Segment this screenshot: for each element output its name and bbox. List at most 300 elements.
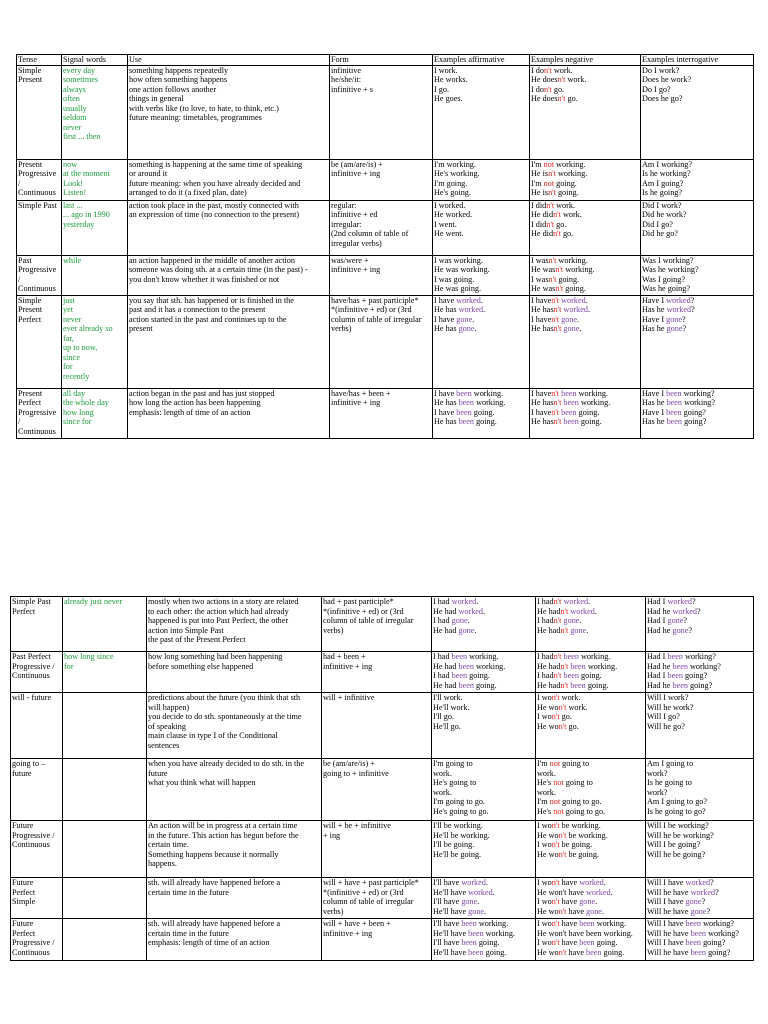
interrogative-example-segment: going? <box>701 938 726 947</box>
negative-example-segment: n't <box>551 314 560 324</box>
tense-name: Progressive / <box>12 661 55 671</box>
interrogative-example-segment: ? <box>710 878 714 887</box>
signal-word: at the moment <box>63 169 110 178</box>
affirmative-example-segment: been <box>458 661 474 671</box>
affirmative-cell <box>433 159 530 200</box>
affirmative-example-segment: He's going. <box>434 188 471 197</box>
tense-name: Progressive <box>18 265 57 274</box>
affirmative-example-segment: He'll work. <box>433 702 470 712</box>
negative-example-segment: n't <box>560 606 569 616</box>
interrogative-example <box>647 778 752 788</box>
negative-example-segment: n't <box>551 897 560 906</box>
tense-row <box>11 919 754 961</box>
use-cell <box>128 65 330 159</box>
negative-example <box>537 597 644 607</box>
interrogative-example-segment: Am I going to <box>647 759 694 768</box>
use-line: happened is put into Past Perfect, the other <box>148 616 289 625</box>
affirmative-example-segment: He'll go. <box>433 721 461 731</box>
interrogative-example-segment: going? <box>682 417 707 426</box>
negative-cell <box>530 65 641 159</box>
interrogative-example-segment: been <box>667 652 683 661</box>
affirmative-example <box>434 284 528 294</box>
form-line: column of table of irregular <box>323 897 414 906</box>
tense-cell <box>11 693 63 759</box>
affirmative-example-segment: work. <box>433 768 452 778</box>
affirmative-example-segment: . <box>474 625 477 635</box>
negative-example <box>531 169 639 179</box>
affirmative-example-segment: worked <box>461 878 486 887</box>
signal-word: ever already so <box>63 324 113 333</box>
form-line: infinitive + ed <box>331 210 378 219</box>
affirmative-example-segment: working. <box>483 928 515 938</box>
use-line: mostly when two actions in a story are related <box>148 597 299 606</box>
interrogative-example-segment: Is he going? <box>642 188 683 197</box>
interrogative-example <box>647 712 752 722</box>
interrogative-example <box>642 398 752 408</box>
interrogative-example <box>647 597 752 607</box>
signal-words-cell <box>63 759 147 821</box>
form-line: had + been + <box>323 652 366 661</box>
negative-example-segment: go. <box>565 94 578 103</box>
signal-word: yesterday <box>63 219 95 229</box>
interrogative-example <box>647 897 752 907</box>
use-line: you say that sth. has happened or is finished in the <box>129 295 294 305</box>
negative-example <box>531 75 639 85</box>
tense-name: Simple Past <box>18 200 57 210</box>
negative-example-segment: not <box>553 778 564 787</box>
negative-cell <box>530 159 641 200</box>
affirmative-example-segment: He'll have <box>433 887 469 897</box>
tense-name: Present <box>18 388 43 398</box>
negative-example-segment: I have <box>531 295 552 305</box>
tense-cell <box>11 597 63 652</box>
affirmative-example-segment: I have <box>434 388 457 398</box>
use-line: certain time in the future <box>148 887 229 897</box>
interrogative-example <box>647 888 752 898</box>
use-line: certain time. <box>148 840 189 849</box>
affirmative-example <box>433 769 534 779</box>
tense-cell <box>17 388 62 438</box>
negative-example-segment: . <box>610 887 613 897</box>
use-line: with verbs like (to love, to hate, to think, etc.) <box>129 103 279 113</box>
interrogative-example <box>642 169 752 179</box>
form-line: verbs) <box>323 906 344 916</box>
form-cell <box>322 652 432 693</box>
use-line: things in general <box>129 94 184 103</box>
affirmative-example <box>434 94 528 104</box>
interrogative-example <box>647 652 752 662</box>
affirmative-cell <box>432 919 536 961</box>
negative-example-segment: n't <box>548 274 557 284</box>
form-line: infinitive + ing <box>331 169 381 178</box>
negative-example <box>537 693 644 703</box>
use-line: one action follows another <box>129 84 217 94</box>
use-line: action began in the past and has just stopped <box>129 388 275 398</box>
negative-example-segment: going. <box>563 284 586 293</box>
negative-example-segment: work. <box>565 75 587 84</box>
tense-name: Future <box>12 821 34 830</box>
interrogative-example-segment: gone <box>666 314 683 324</box>
affirmative-example-segment: I went. <box>434 219 457 229</box>
form-cell <box>322 821 432 878</box>
interrogative-example-segment: Had he <box>647 680 673 690</box>
negative-example-segment: n't <box>553 417 562 426</box>
header-row <box>17 55 754 66</box>
interrogative-example-segment: Has he <box>642 305 667 314</box>
negative-example-segment: I had <box>537 616 554 625</box>
negative-example-segment: I wo <box>537 693 552 702</box>
interrogative-example-segment: ? <box>690 295 695 305</box>
negative-example-segment: work. <box>537 768 556 778</box>
negative-example-segment: going. <box>578 417 602 426</box>
tense-name: Present <box>18 159 43 169</box>
interrogative-example-segment: Had he <box>647 606 673 616</box>
interrogative-example <box>642 305 752 315</box>
negative-example-segment: work. <box>560 210 582 219</box>
form-line: going to + infinitive <box>323 768 389 778</box>
tense-name: Simple Past <box>12 597 51 606</box>
form-line: column of table of irregular <box>323 616 414 625</box>
interrogative-example <box>642 220 752 230</box>
interrogative-example-segment: Will I have <box>647 897 686 906</box>
affirmative-cell <box>432 878 536 919</box>
negative-example <box>537 626 644 636</box>
affirmative-example <box>433 616 534 626</box>
negative-example-segment: work. <box>537 787 556 797</box>
tense-row <box>17 255 754 295</box>
interrogative-example-segment: Have I <box>642 295 667 305</box>
tense-name: / <box>18 178 21 188</box>
signal-words-cell <box>62 200 128 255</box>
tense-name: Continuous <box>12 840 50 849</box>
negative-example <box>531 398 639 408</box>
use-cell <box>128 295 330 388</box>
negative-example <box>537 938 644 948</box>
negative-example <box>537 712 644 722</box>
negative-example <box>531 256 639 266</box>
negative-example <box>531 265 639 275</box>
form-line: *(infinitive + ed) or (3rd <box>323 887 404 897</box>
use-line: future meaning: timetables, programmes <box>129 113 262 122</box>
affirmative-example <box>434 315 528 325</box>
affirmative-cell <box>432 597 536 652</box>
interrogative-example-segment: worked <box>685 878 711 887</box>
negative-example-segment: n't <box>553 324 562 333</box>
negative-example <box>531 284 639 294</box>
negative-example <box>531 66 639 76</box>
interrogative-example-segment: work? <box>647 787 668 797</box>
negative-example <box>531 389 639 399</box>
interrogative-example-segment: Is he working? <box>642 169 691 178</box>
interrogative-example-segment: Do I work? <box>642 65 680 75</box>
negative-example-segment: I wo <box>537 840 552 849</box>
negative-example <box>531 305 639 315</box>
interrogative-example-segment: working? <box>701 919 734 928</box>
header-cell: Use <box>128 55 330 66</box>
interrogative-example-segment: Has he <box>642 324 667 333</box>
affirmative-cell <box>432 821 536 878</box>
negative-example-segment: n't <box>560 661 569 671</box>
negative-example-segment: He won't have been working. <box>537 928 633 938</box>
negative-example-segment: working. <box>585 661 618 671</box>
negative-example <box>537 671 644 681</box>
negative-example-segment: I was <box>531 255 549 265</box>
interrogative-example <box>642 160 752 170</box>
interrogative-example-segment: Will he have <box>647 906 691 916</box>
affirmative-example <box>434 179 528 189</box>
tense-name: Continuous <box>12 671 50 680</box>
interrogative-example <box>647 626 752 636</box>
use-line: to each other: the action which had already <box>148 606 289 616</box>
affirmative-example <box>434 75 528 85</box>
tense-name: Perfect <box>12 606 36 616</box>
interrogative-example-segment: Did I go? <box>642 219 673 229</box>
signal-word: ... ago in 1990 <box>63 210 110 219</box>
interrogative-example <box>647 929 752 939</box>
interrogative-example-segment: Will I have <box>647 878 686 887</box>
interrogative-example <box>642 75 752 85</box>
interrogative-example-segment: Did he go? <box>642 229 678 238</box>
tense-name: Progressive / <box>12 830 55 840</box>
negative-example-segment: n't <box>555 265 564 274</box>
negative-example-segment: He wo <box>537 721 559 731</box>
negative-example-segment: worked <box>563 305 588 314</box>
negative-example-segment: I was <box>531 274 549 284</box>
affirmative-example-segment: I have <box>434 295 457 305</box>
use-line: sth. will already have happened before a <box>148 919 281 928</box>
affirmative-cell <box>432 759 536 821</box>
tense-name: will - future <box>12 693 52 702</box>
interrogative-example <box>647 840 752 850</box>
negative-example-segment: I'm <box>537 797 550 806</box>
negative-example-segment: I wo <box>537 897 552 906</box>
form-line: he/she/it: <box>331 75 362 84</box>
interrogative-example-segment: Will I go? <box>647 712 680 721</box>
interrogative-example-segment: Have I <box>642 388 667 398</box>
tense-cell <box>17 295 62 388</box>
affirmative-cell <box>432 652 536 693</box>
use-line: predictions about the future (you think that sth <box>148 693 301 702</box>
form-line: had + past participle* <box>323 597 394 606</box>
negative-example-segment: n't <box>553 597 562 606</box>
tense-name: Simple <box>18 65 42 75</box>
negative-example-segment: been <box>563 417 579 426</box>
interrogative-example-segment: Had he <box>647 625 673 635</box>
interrogative-example-segment: been <box>690 928 707 938</box>
interrogative-cell <box>641 388 754 438</box>
form-cell <box>330 200 433 255</box>
affirmative-example-segment: been <box>456 407 472 417</box>
affirmative-example-segment: He had <box>433 661 459 671</box>
interrogative-example-segment: working? <box>682 652 716 661</box>
interrogative-example <box>647 607 752 617</box>
negative-example-segment: He has <box>531 417 554 426</box>
affirmative-example-segment: been <box>458 680 474 690</box>
affirmative-example-segment: I had <box>433 652 452 661</box>
negative-example-segment: I had <box>537 671 554 680</box>
use-line: will happen) <box>148 702 190 712</box>
interrogative-example-segment: ? <box>683 616 688 625</box>
use-line: happens. <box>148 859 177 868</box>
affirmative-example <box>434 275 528 285</box>
affirmative-example-segment: going. <box>483 947 507 957</box>
affirmative-example-segment: going. <box>476 938 500 947</box>
negative-example-segment: going. <box>556 274 580 284</box>
negative-example-segment: work. <box>566 702 588 712</box>
interrogative-example-segment: Will I be working? <box>647 821 709 830</box>
negative-example-segment: n't <box>546 200 555 210</box>
negative-example-segment: I wo <box>537 712 552 721</box>
use-line: present <box>129 324 153 333</box>
negative-example <box>531 160 639 170</box>
affirmative-example <box>434 305 528 315</box>
negative-example <box>531 417 639 427</box>
negative-example-segment: n't <box>557 75 566 84</box>
negative-example-segment: n't <box>548 255 557 265</box>
affirmative-example-segment: I'm going to <box>433 759 473 768</box>
signal-word: while <box>63 255 82 265</box>
form-line: regular: <box>331 200 357 210</box>
negative-example-segment: n't <box>553 671 562 680</box>
tense-row <box>11 759 754 821</box>
form-line: will + be + infinitive <box>323 821 391 830</box>
negative-example-segment: go. <box>560 229 574 238</box>
negative-example <box>537 807 644 817</box>
negative-example <box>537 821 644 831</box>
affirmative-example-segment: gone <box>456 314 473 324</box>
affirmative-example-segment: I was working. <box>434 255 483 265</box>
negative-example-segment: going. <box>585 680 609 690</box>
signal-word: now <box>63 159 78 169</box>
negative-example-segment: working. <box>563 265 595 274</box>
interrogative-example-segment: Will he go? <box>647 721 685 731</box>
negative-example-segment: gone <box>561 314 578 324</box>
interrogative-example <box>647 948 752 958</box>
use-line: of speaking <box>148 721 186 731</box>
interrogative-example-segment: Was he going? <box>642 284 690 293</box>
affirmative-example-segment: worked <box>468 887 493 897</box>
negative-example-segment: I wo <box>537 878 552 887</box>
interrogative-example-segment: ? <box>682 314 686 324</box>
negative-cell <box>536 693 646 759</box>
interrogative-example-segment: gone <box>685 897 702 906</box>
signal-words-cell <box>62 295 128 388</box>
use-line: you decide to do sth. spontaneously at the time <box>148 712 302 721</box>
negative-example-segment: have <box>559 878 580 887</box>
negative-cell <box>530 388 641 438</box>
interrogative-example <box>642 324 752 334</box>
form-line: will + infinitive <box>323 693 375 702</box>
affirmative-example <box>434 220 528 230</box>
tense-cell <box>11 759 63 821</box>
affirmative-example <box>433 671 534 681</box>
affirmative-example-segment: He'll have <box>433 947 469 957</box>
interrogative-example-segment: Has he <box>642 398 667 407</box>
affirmative-example <box>433 712 534 722</box>
interrogative-example <box>647 671 752 681</box>
negative-example-segment: n't <box>546 219 555 229</box>
negative-example <box>537 788 644 798</box>
tense-row <box>11 878 754 919</box>
interrogative-example-segment: going? <box>706 947 731 957</box>
affirmative-example-segment: He has <box>434 398 459 407</box>
signal-words-cell <box>63 821 147 878</box>
interrogative-example-segment: Will he have <box>647 887 691 897</box>
affirmative-example <box>433 681 534 691</box>
affirmative-example-segment: working. <box>473 661 506 671</box>
interrogative-example-segment: been <box>685 938 702 947</box>
negative-example-segment: n't <box>551 388 560 398</box>
signal-word: always <box>63 84 86 94</box>
interrogative-example-segment: ? <box>715 887 719 897</box>
negative-example-segment: worked <box>579 878 604 887</box>
interrogative-example-segment: gone <box>690 906 707 916</box>
affirmative-example-segment: I worked. <box>434 200 466 210</box>
negative-example-segment: working. <box>578 398 611 407</box>
interrogative-example-segment: Was he working? <box>642 265 699 274</box>
negative-cell <box>536 821 646 878</box>
use-line: An action will be in progress at a certain time <box>148 821 298 830</box>
negative-example-segment: He has <box>531 324 554 333</box>
use-line: action started in the past and continues up to the <box>129 314 287 324</box>
affirmative-example <box>433 878 534 888</box>
negative-example <box>537 850 644 860</box>
interrogative-example <box>647 919 752 929</box>
negative-example-segment: gone <box>563 616 580 625</box>
negative-example-segment: n't <box>558 849 567 859</box>
interrogative-example <box>647 878 752 888</box>
signal-words-cell <box>63 597 147 652</box>
negative-cell <box>530 200 641 255</box>
negative-example-segment: . <box>594 606 597 616</box>
use-line: before something else happened <box>148 661 254 671</box>
negative-example-segment: been <box>561 388 577 398</box>
negative-example-segment: worked <box>586 887 611 897</box>
affirmative-example-segment: worked <box>456 295 481 305</box>
signal-word: recently <box>63 371 90 381</box>
interrogative-example-segment: Was I going? <box>642 274 685 284</box>
interrogative-example-segment: Am I going to go? <box>647 797 708 806</box>
tense-name: Perfect <box>12 928 36 938</box>
negative-example <box>537 831 644 841</box>
negative-example-segment: not <box>543 178 555 188</box>
affirmative-example-segment: going. <box>467 671 490 680</box>
negative-example-segment: going. <box>594 938 618 947</box>
negative-example-segment: I'm <box>537 759 550 768</box>
negative-example-segment: going to <box>560 759 590 768</box>
negative-example-segment: He's <box>537 778 554 787</box>
signal-word: Look! <box>63 178 84 188</box>
interrogative-example-segment: been <box>672 661 688 671</box>
negative-example-segment: not <box>549 759 561 768</box>
use-cell <box>147 597 322 652</box>
negative-example-segment: n't <box>553 616 562 625</box>
interrogative-example-segment: Had I <box>647 652 668 661</box>
affirmative-example <box>434 169 528 179</box>
tense-row <box>11 652 754 693</box>
tense-name: Perfect <box>18 314 42 324</box>
interrogative-cell <box>641 65 754 159</box>
negative-example-segment: He did <box>531 229 554 238</box>
interrogative-example-segment: been <box>672 680 688 690</box>
interrogative-example-segment: ? <box>706 906 711 916</box>
affirmative-example <box>434 408 528 418</box>
interrogative-example-segment: Am I going? <box>642 178 684 188</box>
form-line: will + have + been + <box>323 919 391 928</box>
negative-example-segment: n't <box>548 169 556 178</box>
negative-example-segment: . <box>579 616 582 625</box>
form-cell <box>330 159 433 200</box>
